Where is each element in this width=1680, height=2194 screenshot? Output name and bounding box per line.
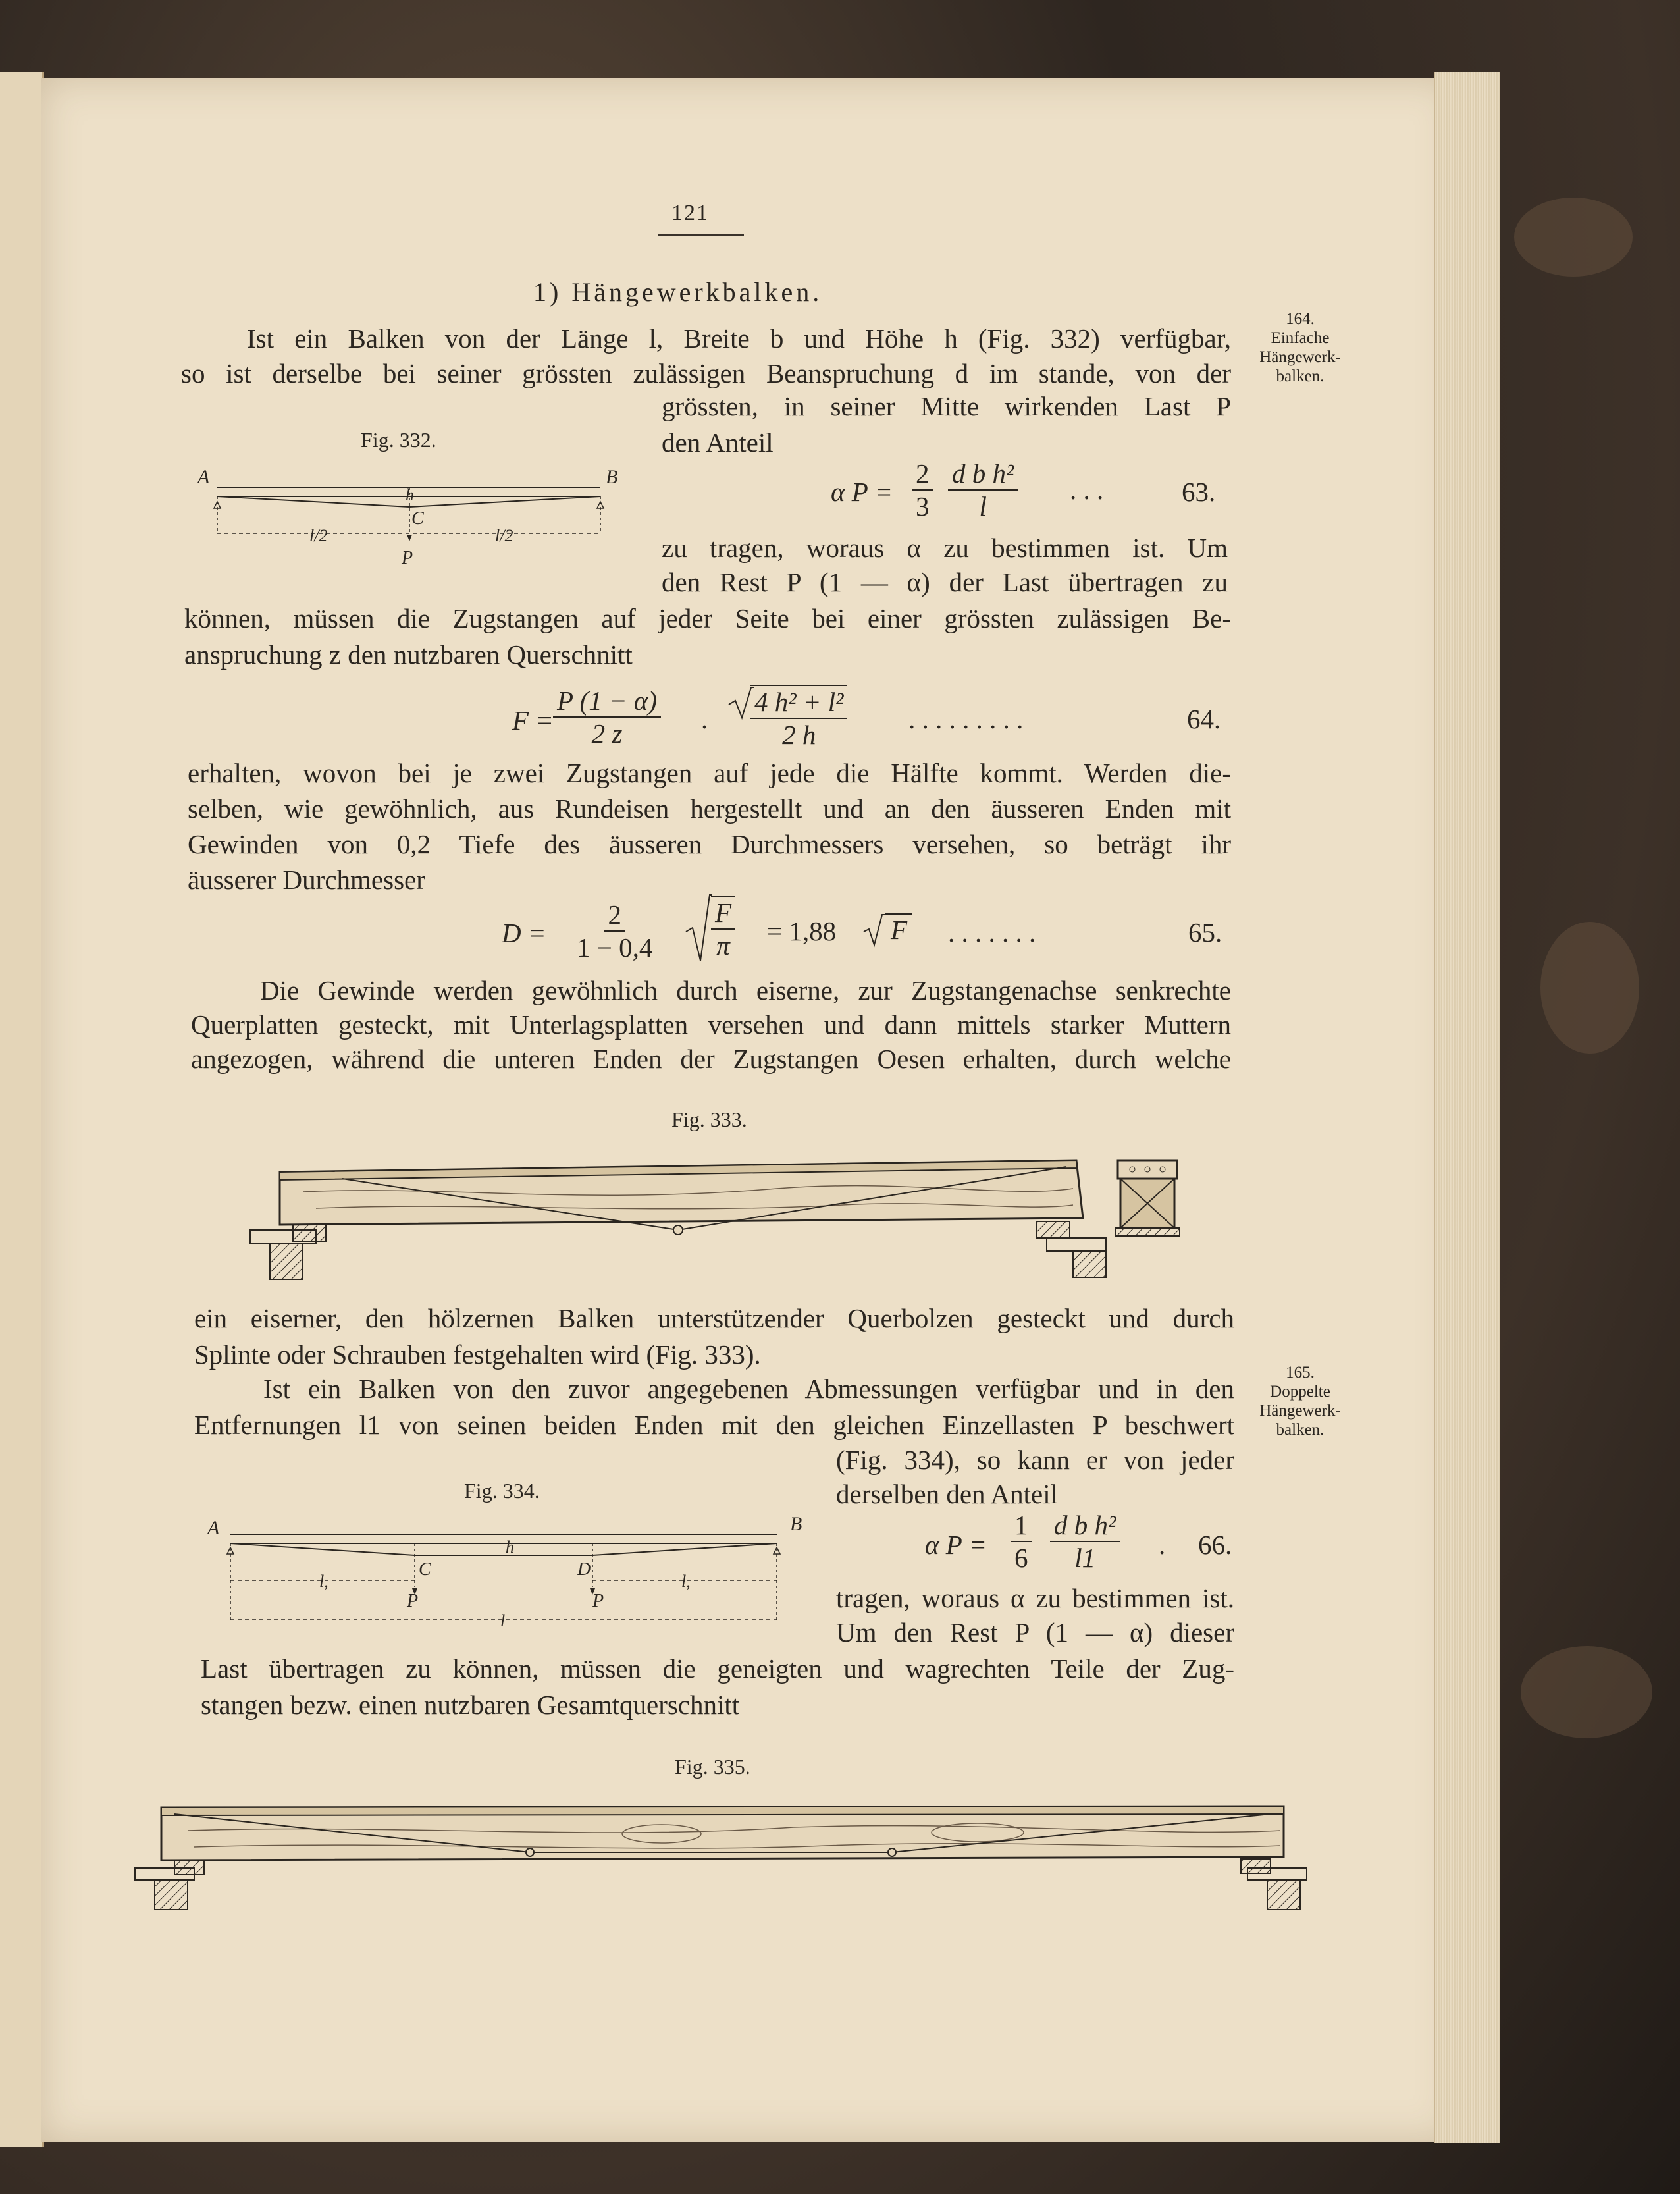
fig335-drawing <box>135 1794 1320 1913</box>
side-note-165: 165. Doppelte Hängewerk- balken. <box>1259 1364 1341 1439</box>
fig332-label-half-left: l/2 <box>309 526 328 545</box>
eq65-den-a: 1 − 0,4 <box>577 932 653 963</box>
eq63-fraction-a <box>912 458 933 522</box>
section-heading: 1) Hängewerkbalken. <box>533 277 823 307</box>
eq65-radical-sign-2 <box>862 912 883 948</box>
fig334-caption: Fig. 334. <box>464 1479 540 1503</box>
side-note-164: 164. Einfache Hängewerk- balken. <box>1259 310 1341 385</box>
eq64-fraction-b <box>750 685 847 751</box>
eq63-num-b: d b h² <box>948 458 1018 491</box>
para1-line6: den Rest P (1 — α) der Last übertragen zu <box>662 567 1228 597</box>
fig332-label-p: P <box>402 548 413 568</box>
fig333-drawing <box>250 1152 1185 1284</box>
eq64-lhs: F = <box>512 705 554 736</box>
para4-line1: ein eiserner, den hölzernen Balken unterstützender Querbolzen gesteckt und durch <box>194 1303 1234 1333</box>
para3-line1: Die Gewinde werden gewöhnlich durch eiserne, zur Zugstangenachse senkrechte <box>260 975 1231 1005</box>
eq64-fraction-a <box>553 685 661 749</box>
eq66-num-b: d b h² <box>1050 1509 1120 1542</box>
eq66-fraction-a <box>1011 1509 1032 1574</box>
para5-line5: tragen, woraus α zu bestimmen ist. <box>836 1583 1234 1613</box>
fig334-label-l: l <box>500 1611 506 1630</box>
fig332-label-h: h <box>406 485 414 504</box>
fig334-label-c: C <box>419 1559 431 1580</box>
eq65-num-b: F <box>711 896 735 930</box>
eq66-den-a: 6 <box>1014 1543 1028 1573</box>
para3-line2: Querplatten gesteckt, mit Unterlagsplatten versehen und dann mittels starker Muttern <box>191 1009 1231 1040</box>
eq66-num-a: 1 <box>1011 1509 1032 1542</box>
eq66-lhs: α P = <box>925 1530 987 1560</box>
fig334-label-d: D <box>577 1559 591 1580</box>
eq65-rad: F <box>885 913 912 945</box>
eq65-fraction-b <box>711 896 735 961</box>
eq64-den-a: 2 z <box>591 718 623 749</box>
para1-line7: können, müssen die Zugstangen auf jeder Seite bei einer grössten zulässigen Be- <box>184 603 1231 633</box>
para1-line5: zu tragen, woraus α zu bestimmen ist. Um <box>662 533 1228 563</box>
fig332-caption: Fig. 332. <box>361 428 436 452</box>
eq66-fraction-b <box>1050 1509 1120 1574</box>
fig332-label-b: B <box>606 466 618 488</box>
fig332-label-c: C <box>411 508 424 529</box>
para2-line1: erhalten, wovon bei je zwei Zugstangen auf jede die Hälfte kommt. Werden die- <box>188 758 1231 788</box>
para5-line7: Last übertragen zu können, müssen die geneigten und wagrechten Teile der Zug- <box>201 1653 1234 1684</box>
para5-line3: (Fig. 334), so kann er von jeder <box>836 1445 1234 1475</box>
cover-mottle <box>1514 198 1633 277</box>
eq63-den-b: l <box>979 491 987 522</box>
para5-line6: Um den Rest P (1 — α) dieser <box>836 1617 1234 1647</box>
para1-line2: so ist derselbe bei seiner grössten zulässigen Beanspruchung d im stande, von der <box>181 358 1231 388</box>
eq63-lhs: α P = <box>831 477 893 507</box>
para2-line2: selben, wie gewöhnlich, aus Rundeisen hergestellt und an den äusseren Enden mit <box>188 793 1231 824</box>
eq64-num-b: 4 h² + l² <box>750 685 847 719</box>
fig334-label-l1-left: l, <box>319 1572 328 1591</box>
eq63-number: 63. <box>1182 477 1216 507</box>
para1-line8: anspruchung z den nutzbaren Querschnitt <box>184 639 633 670</box>
eq65-rhs: = 1,88 <box>767 916 837 946</box>
fig334-label-h: h <box>506 1538 514 1557</box>
eq65-num-a: 2 <box>604 899 625 932</box>
eq64-num-a: P (1 − α) <box>553 685 661 718</box>
page-number-rule <box>658 234 744 236</box>
cover-mottle <box>1521 1646 1652 1738</box>
fig334-diagram <box>204 1514 810 1633</box>
eq63-fraction-b <box>948 458 1018 522</box>
cover-mottle <box>1540 922 1639 1054</box>
eq63-den-a: 3 <box>916 491 930 522</box>
para1-line1: Ist ein Balken von der Länge l, Breite b und Höhe h (Fig. 332) verfügbar, <box>247 323 1231 354</box>
fig332-label-half-right: l/2 <box>495 526 513 545</box>
fig332-diagram <box>197 468 619 566</box>
eq65-dots: . . . . . . . <box>948 917 1036 948</box>
para5-line2: Entfernungen l1 von seinen beiden Enden mit den gleichen Einzellasten P beschwert <box>194 1410 1234 1440</box>
eq64-dots: . . . . . . . . . <box>908 704 1024 734</box>
fig334-label-p2: P <box>592 1591 604 1611</box>
para1-line3: grössten, in seiner Mitte wirkenden Last P <box>662 391 1231 421</box>
eq64-den-b: 2 h <box>782 720 816 750</box>
para1-line4: den Anteil <box>662 427 774 458</box>
eq64-radical-sign <box>727 685 754 721</box>
eq66-number: 66. <box>1198 1530 1232 1560</box>
para3-line3: angezogen, während die unteren Enden der Zugstangen Oesen erhalten, durch welche <box>191 1044 1231 1074</box>
facing-page-edge <box>0 72 44 2147</box>
fig332-label-a: A <box>197 466 210 488</box>
para2-line4: äusserer Durchmesser <box>188 865 425 895</box>
eq65-lhs: D = <box>502 918 546 948</box>
fig334-label-b: B <box>790 1513 802 1535</box>
eq65-den-b: π <box>716 930 730 961</box>
eq65-fraction-a <box>573 899 656 963</box>
eq64-number: 64. <box>1187 704 1221 734</box>
eq65-radical-sign <box>685 892 711 965</box>
fig333-caption: Fig. 333. <box>671 1108 747 1131</box>
fig334-label-a: A <box>207 1517 220 1539</box>
eq63-num-a: 2 <box>912 458 933 491</box>
para5-line4: derselben den Anteil <box>836 1479 1059 1509</box>
page-number: 121 <box>671 201 709 225</box>
eq64-mid: . <box>701 704 708 734</box>
fig334-label-l1-right: l, <box>681 1572 691 1591</box>
para4-line2: Splinte oder Schrauben festgehalten wird (Fig. 333). <box>194 1339 761 1370</box>
para5-line1: Ist ein Balken von den zuvor angegebenen Abmessungen verfügbar und in den <box>263 1374 1234 1404</box>
para2-line3: Gewinden von 0,2 Tiefe des äusseren Durchmessers versehen, so beträgt ihr <box>188 829 1231 859</box>
eq65-number: 65. <box>1188 917 1222 948</box>
eq66-den-b: l1 <box>1074 1543 1096 1573</box>
eq66-dots: . <box>1159 1530 1166 1560</box>
para5-line8: stangen bezw. einen nutzbaren Gesamtquerschnitt <box>201 1690 740 1720</box>
page-block-edges <box>1434 72 1500 2143</box>
fig334-label-p1: P <box>407 1591 419 1611</box>
eq63-dots: . . . <box>1070 475 1104 505</box>
fig335-caption: Fig. 335. <box>675 1755 750 1779</box>
